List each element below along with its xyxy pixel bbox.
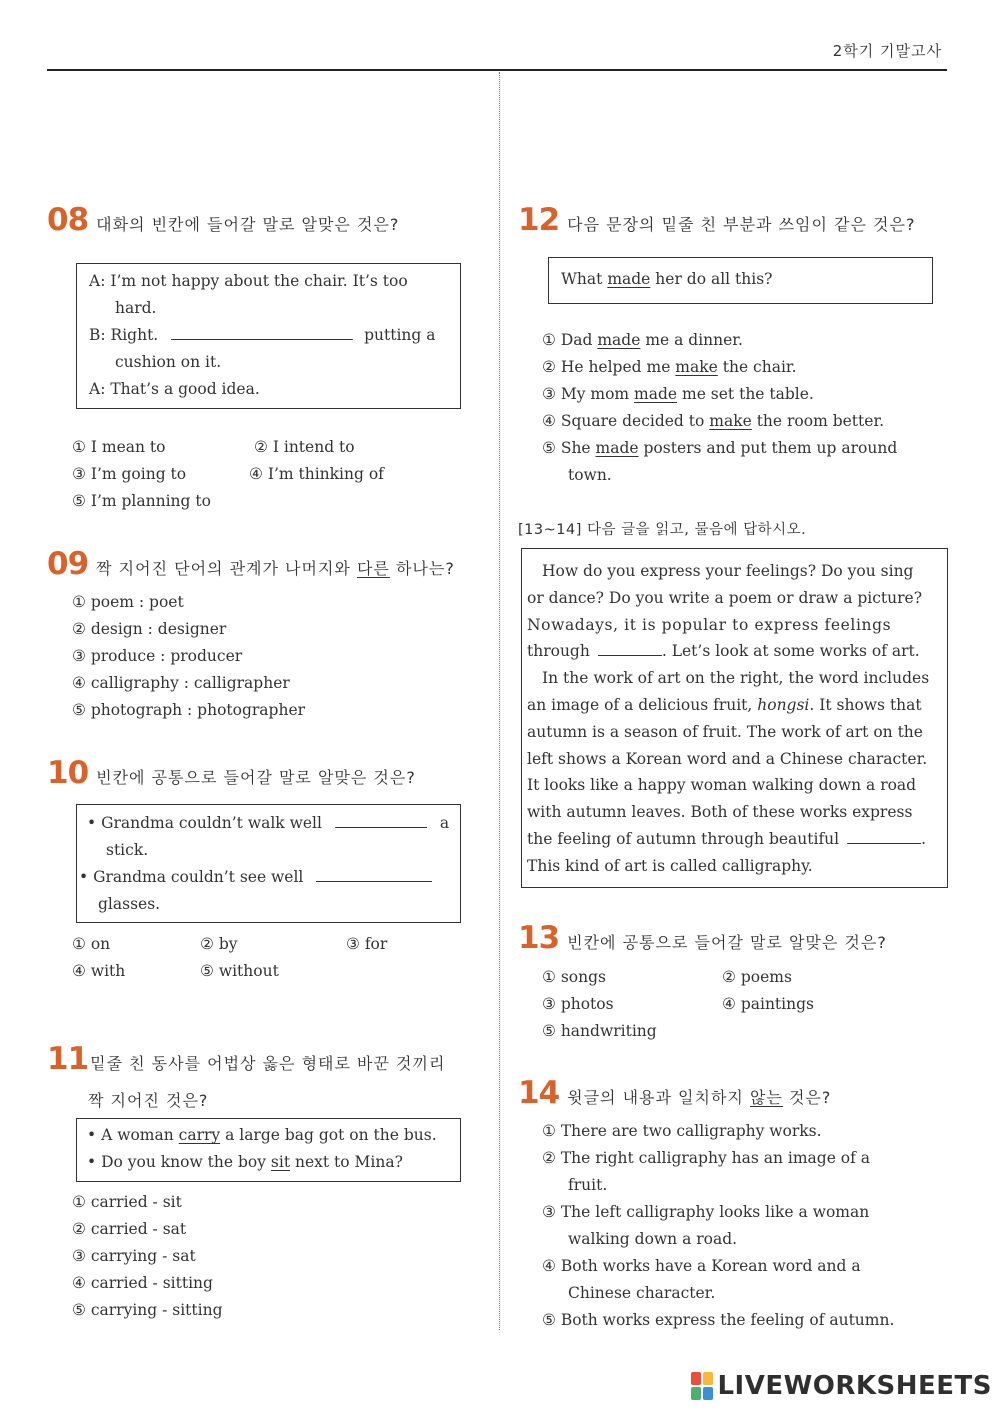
option-5[interactable]: ⑤ without xyxy=(200,962,279,980)
option-2[interactable]: ② design : designer xyxy=(72,620,227,638)
underlined-word: made xyxy=(607,270,651,288)
option-5[interactable]: ⑤ handwriting xyxy=(542,1022,657,1040)
sentence-text: her do all this? xyxy=(650,270,773,288)
passage-line xyxy=(527,692,929,719)
option-3[interactable]: ③ for xyxy=(346,935,388,953)
option-3[interactable]: ③ photos xyxy=(542,995,614,1013)
answer-blank[interactable] xyxy=(847,829,921,844)
question-number: 11 xyxy=(47,1041,89,1077)
passage-line: Nowadays, it is popular to express feelings xyxy=(527,615,892,634)
dialog-text: B: Right. xyxy=(89,326,159,344)
dialog-line: A: That’s a good idea. xyxy=(89,380,260,398)
option-4[interactable] xyxy=(542,408,897,435)
sentence-line xyxy=(87,1122,437,1149)
question-14-heading xyxy=(518,1075,831,1111)
sentence-line xyxy=(561,266,772,293)
option-4[interactable]: ④ Both works have a Korean word and a xyxy=(542,1257,861,1275)
option-3[interactable]: ③ produce : producer xyxy=(72,647,243,665)
page-header-title: 2학기 기말고사 xyxy=(832,42,942,60)
dialog-text: putting a xyxy=(364,326,436,344)
passage-text: the feeling of autumn through beautiful xyxy=(527,829,840,848)
header-rule xyxy=(47,69,947,71)
option-1[interactable]: ① songs xyxy=(542,968,606,986)
option-2[interactable] xyxy=(542,354,897,381)
passage-box xyxy=(521,548,948,888)
option-1[interactable]: ① poem : poet xyxy=(72,593,184,611)
option-5[interactable]: ⑤ Both works express the feeling of autumn. xyxy=(542,1311,895,1329)
sentence-box xyxy=(76,804,461,923)
sentence-text: • Do you know the boy xyxy=(87,1153,271,1171)
sentence-text: • Grandma couldn’t see well xyxy=(79,868,304,886)
passage-line: autumn is a season of fruit. The work of art on the xyxy=(527,722,923,741)
question-number: 14 xyxy=(518,1075,560,1111)
passage-text: . It shows that xyxy=(809,695,922,714)
answer-blank[interactable] xyxy=(598,641,662,656)
option-3[interactable]: ③ carrying - sat xyxy=(72,1247,196,1265)
option-text: ④ Square decided to xyxy=(542,412,710,430)
question-number: 08 xyxy=(47,202,89,238)
passage-instruction: [13~14] 다음 글을 읽고, 물음에 답하시오. xyxy=(518,522,807,538)
passage-line xyxy=(527,638,929,665)
question-08-heading xyxy=(47,202,399,238)
option-text: ⑤ She xyxy=(542,439,596,457)
option-text: the chair. xyxy=(717,358,797,376)
question-number: 10 xyxy=(47,755,89,791)
option-2-continued: fruit. xyxy=(568,1176,608,1194)
question-prompt: 다음 문장의 밑줄 친 부분과 쓰임이 같은 것은? xyxy=(567,215,916,234)
option-3[interactable]: ③ I’m going to xyxy=(72,465,187,483)
sentence-line xyxy=(87,810,449,837)
sentence-text: a large bag got on the bus. xyxy=(220,1126,437,1144)
underlined-verb: sit xyxy=(270,1153,291,1171)
option-1[interactable]: ① There are two calligraphy works. xyxy=(542,1122,822,1140)
sentence-line xyxy=(87,1149,437,1176)
option-5[interactable]: ⑤ carrying - sitting xyxy=(72,1301,223,1319)
passage-line: left shows a Korean word and a Chinese character. xyxy=(527,749,928,768)
sentence-text: • Grandma couldn’t walk well xyxy=(87,814,322,832)
question-number: 13 xyxy=(518,920,560,956)
dialog-line: A: I’m not happy about the chair. It’s too xyxy=(89,272,408,290)
liveworksheets-logo[interactable] xyxy=(691,1371,992,1401)
passage-line: It looks like a happy woman walking down a road xyxy=(527,776,917,795)
option-text: ③ My mom xyxy=(542,385,635,403)
option-5-continued: town. xyxy=(568,466,612,484)
option-1[interactable] xyxy=(542,327,897,354)
sentence-line: stick. xyxy=(106,841,149,859)
option-4[interactable]: ④ paintings xyxy=(722,995,814,1013)
answer-blank[interactable] xyxy=(171,325,353,340)
sentence-text: What xyxy=(561,270,608,288)
option-2[interactable]: ② The right calligraphy has an image of a xyxy=(542,1149,871,1167)
option-2[interactable]: ② poems xyxy=(722,968,792,986)
sentence-text: • A woman xyxy=(87,1126,179,1144)
option-5[interactable]: ⑤ photograph : photographer xyxy=(72,701,306,719)
question-prompt: 밑줄 친 동사를 어법상 옳은 형태로 바꾼 것끼리 xyxy=(90,1054,446,1073)
passage-text: through xyxy=(527,642,590,661)
underlined-word: make xyxy=(675,358,718,376)
dialog-line: cushion on it. xyxy=(115,353,222,371)
option-text: ① Dad xyxy=(542,331,598,349)
question-11-options xyxy=(72,1189,223,1324)
option-text: the room better. xyxy=(751,412,885,430)
underlined-word: made xyxy=(597,331,641,349)
question-prompt: 대화의 빈칸에 들어갈 말로 알맞은 것은? xyxy=(96,215,400,234)
dialog-line: hard. xyxy=(115,299,157,317)
answer-blank[interactable] xyxy=(316,867,432,882)
option-text: posters and put them up around xyxy=(638,439,898,457)
option-4[interactable]: ④ calligraphy : calligrapher xyxy=(72,674,290,692)
question-09-heading xyxy=(47,546,455,582)
question-12-options xyxy=(542,327,897,489)
option-5[interactable] xyxy=(542,435,897,462)
passage-line xyxy=(527,826,929,853)
sentence-line: glasses. xyxy=(98,895,161,913)
option-text: me set the table. xyxy=(677,385,814,403)
column-divider xyxy=(499,72,500,1330)
underlined-verb: carry xyxy=(178,1126,221,1144)
underlined-word: made xyxy=(634,385,678,403)
option-1[interactable]: ① carried - sit xyxy=(72,1193,182,1211)
question-prompt: 빈칸에 공통으로 들어갈 말로 알맞은 것은? xyxy=(96,768,416,787)
option-3[interactable]: ③ The left calligraphy looks like a woman xyxy=(542,1203,870,1221)
prompt-text: 하나는? xyxy=(389,559,455,578)
option-1[interactable]: ① on xyxy=(72,935,111,953)
sentence-text: a xyxy=(439,814,450,832)
passage-line: How do you express your feelings? Do you sing xyxy=(542,562,914,580)
question-12-heading xyxy=(518,202,915,238)
dialog-box xyxy=(76,263,461,409)
sentence-box xyxy=(76,1118,461,1182)
question-prompt xyxy=(567,1085,831,1108)
option-2[interactable]: ② carried - sat xyxy=(72,1220,187,1238)
sentence-line xyxy=(79,864,449,891)
question-09-options xyxy=(72,589,305,724)
question-prompt-continued: 짝 지어진 것은? xyxy=(88,1091,209,1110)
question-11-heading xyxy=(47,1041,445,1077)
question-prompt: 빈칸에 공통으로 들어갈 말로 알맞은 것은? xyxy=(567,933,887,952)
answer-blank[interactable] xyxy=(335,813,427,828)
passage-text: . xyxy=(921,829,927,848)
logo-mark-icon xyxy=(691,1372,713,1400)
question-13-heading xyxy=(518,920,887,956)
prompt-text: 짝 지어진 단어의 관계가 나머지와 xyxy=(96,559,357,578)
option-3-continued: walking down a road. xyxy=(568,1230,738,1248)
question-14-options xyxy=(542,1118,894,1334)
prompt-text: 것은? xyxy=(782,1088,832,1107)
prompt-underlined: 않는 xyxy=(749,1088,783,1107)
question-prompt xyxy=(96,556,455,579)
question-10-heading xyxy=(47,755,416,791)
option-text: ② He helped me xyxy=(542,358,676,376)
passage-line: This kind of art is called calligraphy. xyxy=(527,856,813,875)
question-number: 12 xyxy=(518,202,560,238)
option-1[interactable]: ① I mean to xyxy=(72,438,166,456)
passage-italic: hongsi xyxy=(757,695,810,714)
underlined-word: make xyxy=(709,412,752,430)
option-2[interactable]: ② by xyxy=(200,935,238,953)
sentence-box xyxy=(548,257,933,304)
underlined-word: made xyxy=(595,439,639,457)
prompt-text: 윗글의 내용과 일치하지 xyxy=(567,1088,750,1107)
sentence-text: next to Mina? xyxy=(290,1153,403,1171)
dialog-line xyxy=(89,322,436,349)
option-4[interactable]: ④ I’m thinking of xyxy=(249,465,384,483)
logo-text: LIVEWORKSHEETS xyxy=(717,1371,992,1401)
passage-text: . Let’s look at some works of art. xyxy=(661,642,920,661)
question-number: 09 xyxy=(47,546,89,582)
option-4-continued: Chinese character. xyxy=(568,1284,716,1302)
passage-line: or dance? Do you write a poem or draw a picture? xyxy=(527,588,923,607)
option-4[interactable]: ④ with xyxy=(72,962,126,980)
option-3[interactable] xyxy=(542,381,897,408)
passage-text: an image of a delicious fruit, xyxy=(527,695,758,714)
option-5[interactable]: ⑤ I’m planning to xyxy=(72,492,211,510)
option-text: me a dinner. xyxy=(640,331,743,349)
option-4[interactable]: ④ carried - sitting xyxy=(72,1274,213,1292)
passage-line: with autumn leaves. Both of these works express xyxy=(527,803,913,822)
option-2[interactable]: ② I intend to xyxy=(254,438,355,456)
prompt-underlined: 다른 xyxy=(356,559,390,578)
passage-line: In the work of art on the right, the word includes xyxy=(542,669,930,688)
